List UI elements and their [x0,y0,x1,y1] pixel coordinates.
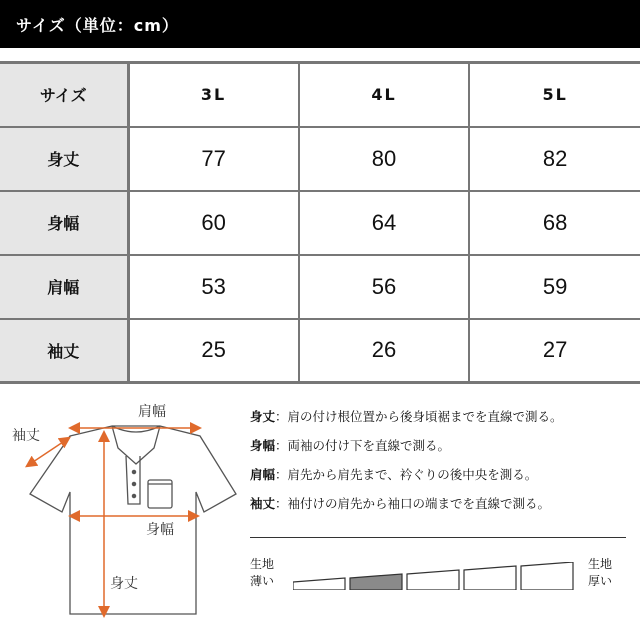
table-cell: 68 [469,191,640,255]
body-width-label: 身幅 [146,522,174,538]
thin-fabric-label: 生地 薄い [250,557,275,588]
table-cell: 59 [469,255,640,319]
note-length: 身丈：肩の付け根位置から後身頃裾までを直線で測る。 [250,409,563,424]
table-row [0,319,640,383]
table-cell: 53 [128,255,299,319]
table-cell: 77 [128,127,299,191]
thickness-level-5 [521,562,573,590]
thickness-bars [293,562,583,590]
thick-fabric-label: 生地 厚い [588,557,613,588]
note-body-width: 身幅：両袖の付け下を直線で測る。 [250,438,451,453]
row-header-length: 身丈 [0,127,128,191]
table-row [0,255,640,319]
table-cell: 25 [128,319,299,383]
thickness-level-2 [350,574,402,590]
column-header-5l: 5L [469,63,640,127]
row-header-sleeve-length: 袖丈 [0,319,128,383]
corner-header: サイズ [0,63,128,127]
note-sleeve-length: 袖丈：袖付けの肩先から袖口の端までを直線で測る。 [250,496,551,511]
note-shoulder-width: 肩幅：肩先から肩先まで、衿ぐりの後中央を測る。 [250,467,538,482]
page-title: サイズ（単位：cm） [0,0,640,48]
row-header-body-width: 身幅 [0,191,128,255]
thickness-level-3 [407,570,459,590]
table-row [0,191,640,255]
measurement-notes [250,402,640,518]
table-cell: 82 [469,127,640,191]
table-row [0,127,640,191]
table-cell: 27 [469,319,640,383]
fabric-thickness-scale [245,548,640,598]
thickness-level-4 [464,566,516,590]
polo-shirt-measurement-diagram [0,392,245,640]
body-length-label: 身丈 [110,576,138,592]
sleeve-length-label: 袖丈 [12,428,40,444]
shoulder-width-label: 肩幅 [138,404,166,420]
table-cell: 56 [299,255,470,319]
table-cell: 64 [299,191,470,255]
table-cell: 60 [128,191,299,255]
row-header-shoulder-width: 肩幅 [0,255,128,319]
thickness-level-1 [293,578,345,590]
divider [250,537,626,538]
size-table [0,61,640,384]
table-header-row [0,63,640,127]
column-header-3l: 3L [128,63,299,127]
table-cell: 80 [299,127,470,191]
column-header-4l: 4L [299,63,470,127]
table-cell: 26 [299,319,470,383]
